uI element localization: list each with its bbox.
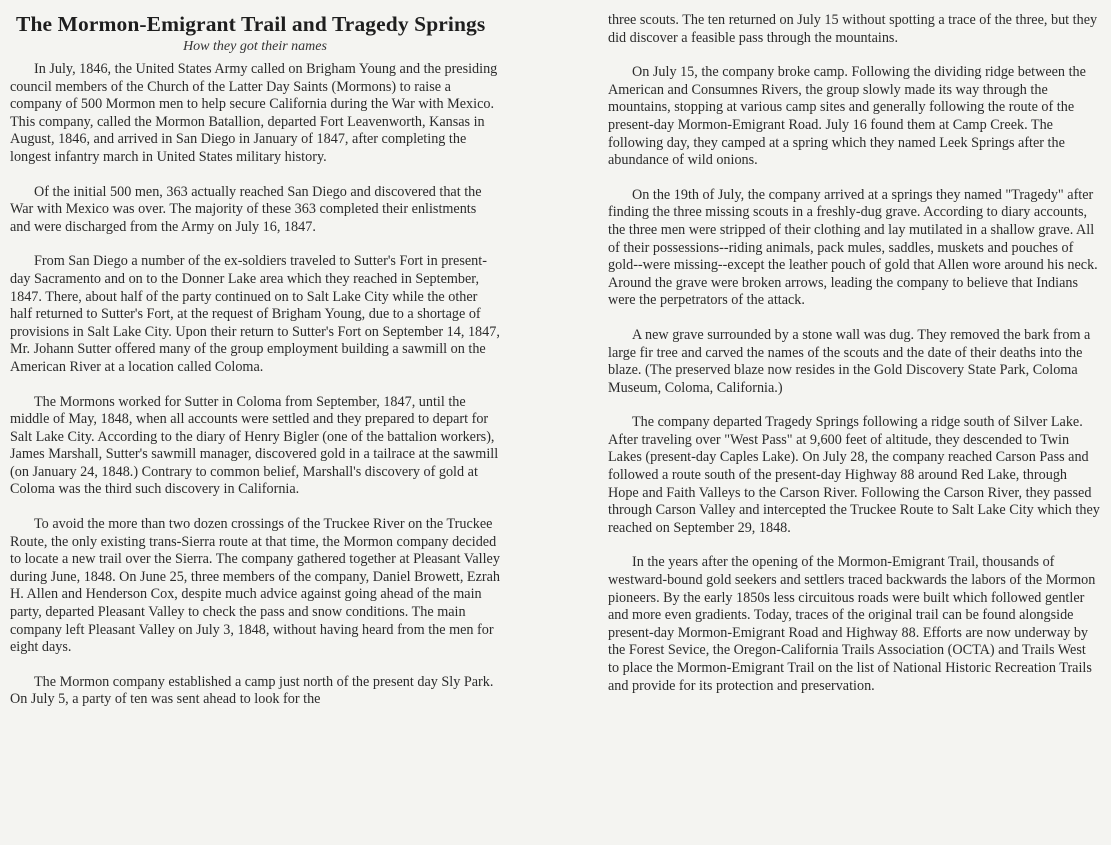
paragraph-7: On July 15, the company broke camp. Following the dividing ridge between the American and Consumnes Rivers, the group slowly made its way through the mountains, stopping at various camp sites and generally following the route of the present-day Mormon-Emigrant Road. July 16 found them at Camp Creek. The following day, they camped at a spring which they named Leek Springs after the abundance of wild onions. (608, 64, 1086, 169)
paragraph-2: Of the initial 500 men, 363 actually reached San Diego and discovered that the War with Mexico was over. The majority of these 363 completed their enlistments and were discharged from the Army on July 16, 1847. (10, 183, 482, 235)
paragraph-3: From San Diego a number of the ex-soldiers traveled to Sutter's Fort in present-day Sacramento and on to the Donner Lake area which they reached in September, 1847. There, about half of the party continued on to Salt Lake City while the other half returned to Sutter's Fort, at the request of Brigham Young, due to a shortage of provisions in Salt Lake City. Upon their return to Sutter's Fort on September 14, 1847, Mr. Johann Sutter offered many of the group employment building a sawmill on the American River at a location called Coloma. (10, 253, 500, 375)
page-title: The Mormon-Emigrant Trail and Tragedy Springs (16, 12, 486, 36)
paragraph-1: In July, 1846, the United States Army called on Brigham Young and the presiding council members of the Church of the Latter Day Saints (Mormons) to raise a company of 500 Mormon men to help secure California during the War with Mexico. This company, called the Mormon Batallion, departed Fort Leavenworth, Kansas in August, 1846, and arrived in San Diego in January of 1847, after completing the longest infantry march in United States military history. (10, 61, 498, 165)
paragraph-10: The company departed Tragedy Springs following a ridge south of Silver Lake. After traveling over "West Pass" at 9,600 feet of altitude, they descended to Twin Lakes (present-day Caples Lake). On July 28, the company reached Carson Pass and followed a route south of the present-day Highway 88 around Red Lake, through Hope and Faith Valleys to the Carson River. Following the Carson River, they passed through Carson Valley and intercepted the Truckee Route to Salt Lake City which they reached on September 29, 1848. (608, 414, 1100, 536)
page-subtitle: How they got their names (183, 39, 327, 54)
paragraph-5: To avoid the more than two dozen crossings of the Truckee River on the Truckee Route, the only existing trans-Sierra route at that time, the Mormon company decided to locate a new trail over the Sierra. The company gathered together at Pleasant Valley during June, 1848. On June 25, three members of the company, Daniel Browett, Ezrah H. Allen and Henderson Cox, despite much advice against going ahead of the main party, departed Pleasant Valley to check the pass and snow conditions. The main company left Pleasant Valley on July 3, 1848, without having heard from the men for eight days. (10, 516, 500, 656)
paragraph-11: In the years after the opening of the Mormon-Emigrant Trail, thousands of westward-bound gold seekers and settlers traced backwards the labors of the Mormon pioneers. By the early 1850s less circuitous roads were built which followed gentler and more even gradients. Today, traces of the original trail can be found alongside present-day Mormon-Emigrant Road and Highway 88. Efforts are now underway by the Forest Sevice, the Oregon-California Trails Association (OCTA) and Trails West to place the Mormon-Emigrant Trail on the list of National Historic Recreation Trails and provide for its protection and preservation. (608, 554, 1096, 694)
left-column (10, 0, 500, 709)
paragraph-6: The Mormon company established a camp just north of the present day Sly Park. On July 5, a party of ten was sent ahead to look for the (10, 673, 494, 708)
paragraph-6-continued: three scouts. The ten returned on July 15 without spotting a trace of the three, but they did discover a feasible pass through the mountains. (608, 12, 1098, 46)
paragraph-8: On the 19th of July, the company arrived at a springs they named "Tragedy" after finding the three missing scouts in a freshly-dug grave. According to diary accounts, the three men were stripped of their clothing and lay mutilated in a shallow grave. All of their possessions--riding animals, pack mules, saddles, muskets and pouches of gold--were missing--except the leather pouch of gold that Allen wore around his neck. Around the grave were broken arrows, leading the company to believe that Indians were the perpetrators of the attack. (608, 186, 1098, 309)
right-column (608, 0, 1100, 695)
paragraph-9: A new grave surrounded by a stone wall was dug. They removed the bark from a large fir tree and carved the names of the scouts and the date of their deaths into the blaze. (The preserved blaze now resides in the Gold Discovery State Park, Coloma Museum, Coloma, California.) (608, 326, 1091, 396)
paragraph-4: The Mormons worked for Sutter in Coloma from September, 1847, until the middle of May, 1848, when all accounts were settled and they prepared to depart for Salt Lake City. According to the diary of Henry Bigler (one of the battalion workers), James Marshall, Sutter's sawmill manager, discovered gold in a tailrace at the sawmill (on January 24, 1848.) Contrary to common belief, Marshall's discovery of gold at Coloma was the third such discovery in California. (10, 393, 499, 498)
